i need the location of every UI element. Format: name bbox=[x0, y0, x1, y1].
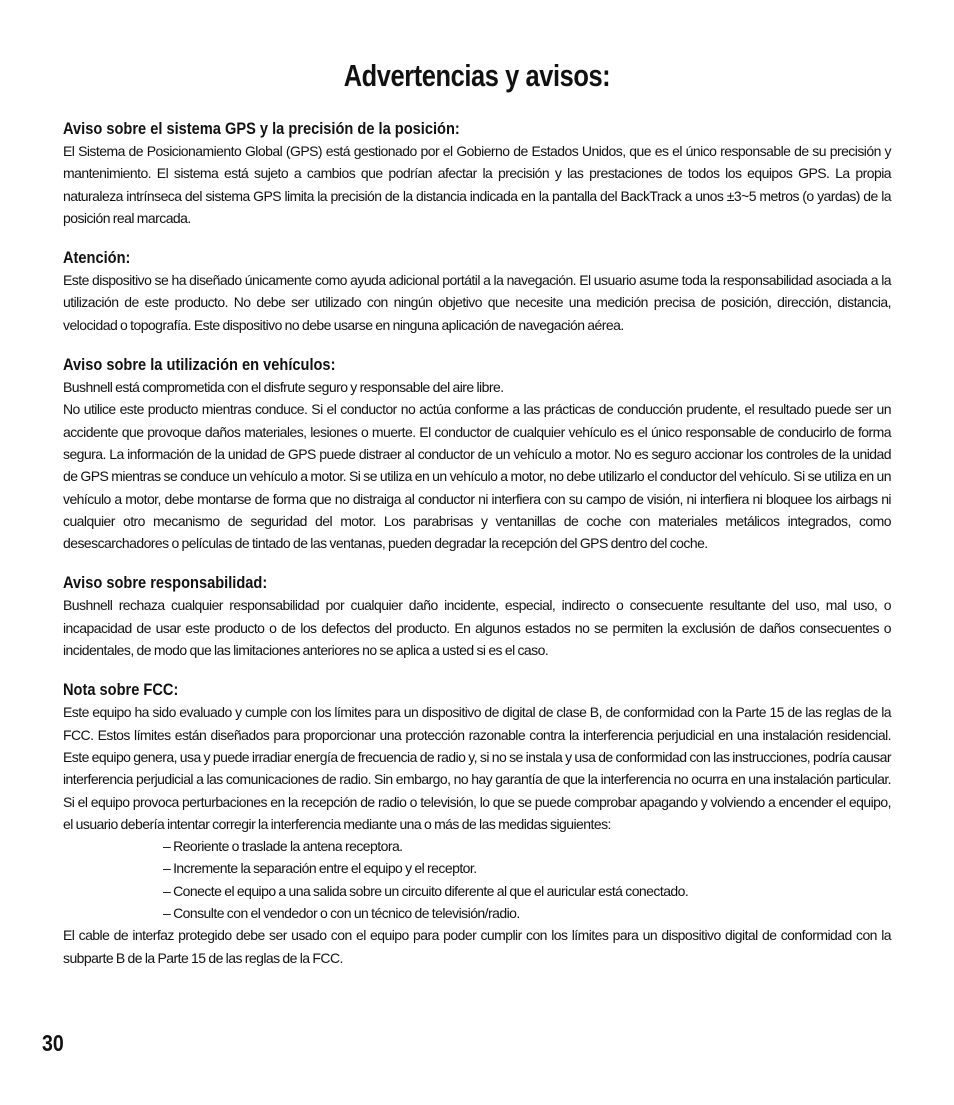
list-item: – Reoriente o traslade la antena receptora. bbox=[163, 838, 403, 855]
section-fcc-note bbox=[63, 679, 891, 969]
list-item: – Conecte el equipo a una salida sobre un circuito diferente al que el auricular está conectado. bbox=[163, 882, 689, 899]
section-heading: Nota sobre FCC: bbox=[63, 680, 179, 700]
page-number: 30 bbox=[42, 1030, 64, 1056]
section-gps-accuracy bbox=[63, 118, 891, 229]
section-heading: Aviso sobre responsabilidad: bbox=[63, 573, 268, 593]
section-paragraph: Bushnell rechaza cualquier responsabilidad por cualquier daño incidente, especial, indirecto o consecuente resultante del uso, mal uso, o incapacidad de usar este producto o de los defectos del producto. En algunos estados no se permiten la exclusión de daños consecuentes o incidentales, de modo que las limitaciones anteriores no se aplica a usted si es el caso. bbox=[63, 597, 891, 659]
section-heading: Aviso sobre la utilización en vehículos: bbox=[63, 355, 336, 375]
section-paragraph: El cable de interfaz protegido debe ser usado con el equipo para poder cumplir con los límites para un dispositivo digital de conformidad con la subparte B de la Parte 15 de las reglas de la FCC. bbox=[63, 927, 891, 966]
section-heading: Aviso sobre el sistema GPS y la precisión de la posición: bbox=[63, 119, 460, 138]
section-heading: Atención: bbox=[63, 248, 131, 268]
section-paragraph: Este equipo ha sido evaluado y cumple con los límites para un dispositivo de digital de clase B, de conformidad con la Parte 15 de las reglas de la FCC. Estos límites están diseñados para proporcionar una protección razonable contra la interferencia perjudicial en una instalación residencial. Este equipo genera, usa y puede irradiar energía de frecuencia de radio y, si no se instala y usa de conformidad con las instrucciones, podría causar interferencia perjudicial a las comunicaciones de radio. Sin embargo, no hay garantía de que la interferencia no ocurra en una instalación particular. Si el equipo provoca perturbaciones en la recepción de radio o televisión, lo que se puede comprobar apagando y volviendo a encender el equipo, el usuario debería intentar corregir la interferencia mediante una o más de las medidas siguientes: bbox=[63, 704, 891, 832]
section-paragraph: El Sistema de Posicionamiento Global (GPS) está gestionado por el Gobierno de Estados Unidos, que es el único responsable de su precisión y mantenimiento. El sistema está sujeto a cambios que podrían afectar la precisión y las prestaciones de todos los equipos GPS. La propia naturaleza intrínseca del sistema GPS limita la precisión de la distancia indicada en la pantalla del BackTrack a unos ±3~5 metros (o yardas) de la posición real marcada. bbox=[63, 143, 891, 226]
list-item: – Incremente la separación entre el equipo y el receptor. bbox=[163, 860, 477, 877]
fcc-measures-list bbox=[63, 835, 891, 924]
section-vehicle-use bbox=[63, 354, 891, 554]
section-attention bbox=[63, 247, 891, 336]
section-liability bbox=[63, 572, 891, 661]
page-title: Advertencias y avisos: bbox=[343, 58, 611, 93]
list-item: – Consulte con el vendedor o con un técnico de televisión/radio. bbox=[163, 905, 520, 922]
section-paragraph: Bushnell está comprometida con el disfrute seguro y responsable del aire libre. bbox=[63, 379, 504, 396]
section-paragraph: Este dispositivo se ha diseñado únicamente como ayuda adicional portátil a la navegación. El usuario asume toda la responsabilidad asociada a la utilización de este producto. No debe ser utilizado con ningún objetivo que necesite una medición precisa de posición, dirección, distancia, velocidad o topografía. Este dispositivo no debe usarse en ninguna aplicación de navegación aérea. bbox=[63, 272, 891, 333]
section-paragraph: No utilice este producto mientras conduce. Si el conductor no actúa conforme a las prácticas de conducción prudente, el resultado puede ser un accidente que provoque daños materiales, lesiones o muerte. El conductor de cualquier vehículo es el único responsable de conducirlo de forma segura. La información de la unidad de GPS puede distraer al conductor de un vehículo a motor. No es seguro accionar los controles de la unidad de GPS mientras se conduce un vehículo a motor. Si se utiliza en un vehículo a motor, no debe utilizarlo el conductor del vehículo. Si se utiliza en un vehículo a motor, debe montarse de forma que no distraiga al conductor ni interfiera con su campo de visión, ni interfiera ni bloquee los airbags ni cualquier otro mecanismo de seguridad del motor. Los parabrisas y ventanillas de coche con materiales metálicos integrados, como desescarchadores o películas de tintado de las ventanas, pueden degradar la recepción del GPS dentro del coche. bbox=[63, 401, 891, 552]
document-page bbox=[63, 56, 891, 987]
